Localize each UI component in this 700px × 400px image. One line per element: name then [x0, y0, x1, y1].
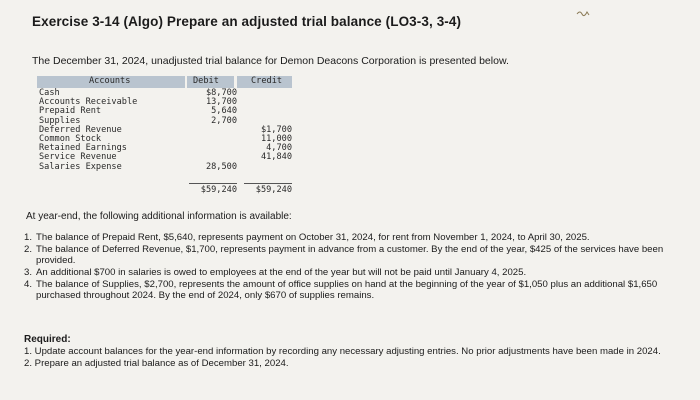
accounts-header: Accounts: [89, 76, 131, 86]
debit-header-cell: [187, 76, 234, 88]
account-name: Cash: [39, 88, 60, 98]
credit-value: 4,700: [266, 143, 292, 154]
list-item: [24, 267, 688, 278]
credit-value: [247, 107, 292, 116]
item-text: The balance of Deferred Revenue, $1,700, represents payment in advance from a customer. By the end of the year, $425 of the services have been provided.: [36, 244, 664, 266]
account-column: [39, 89, 185, 172]
list-item: [24, 232, 688, 243]
account-name: Deferred Revenue: [39, 124, 122, 135]
list-item: [24, 244, 688, 266]
credit-column: [247, 89, 292, 172]
debit-value: 13,700: [205, 97, 237, 108]
credit-header-cell: [237, 76, 292, 88]
debit-header: Debit: [193, 76, 219, 86]
credit-value: [247, 98, 292, 107]
credit-header: Credit: [251, 76, 283, 86]
debit-total-rule: [189, 183, 237, 184]
credit-value: $1,700: [260, 124, 292, 135]
required-item: 2. Prepare an adjusted trial balance as of December 31, 2024.: [24, 358, 289, 369]
credit-value: 41,840: [260, 152, 292, 163]
pen-mark-icon: [576, 8, 590, 18]
required-item: 1. Update account balances for the year-end information by recording any necessary adjusting entries. No prior adjustments have been made in 2024.: [24, 346, 661, 357]
account-name: Service Revenue: [39, 152, 117, 163]
debit-value: [187, 135, 237, 144]
account-name: Prepaid Rent: [39, 106, 102, 117]
required-heading: Required:: [24, 334, 71, 345]
trial-balance-table: [37, 76, 292, 201]
item-number: 2.: [24, 244, 33, 255]
credit-total-rule: [244, 183, 292, 184]
account-name: Supplies: [39, 115, 81, 126]
accounts-header-cell: [37, 76, 185, 88]
credit-total: $59,240: [255, 185, 292, 195]
credit-value: 11,000: [260, 133, 292, 144]
item-number: 3.: [24, 267, 33, 278]
item-text: The balance of Prepaid Rent, $5,640, represents payment on October 31, 2024, for rent from November 1, 2024, to April 30, 2025.: [36, 232, 590, 243]
item-text: The balance of Supplies, $2,700, represents the amount of office supplies on hand at the beginning of the year of $1,050 plus an additional $1,650 purchased throughout 2024. By the end of 2024, only $670 of supplies remains.: [36, 279, 658, 301]
credit-value: [247, 89, 292, 98]
page-title: Exercise 3-14 (Algo) Prepare an adjusted trial balance (LO3-3, 3-4): [32, 14, 462, 29]
account-name: Accounts Receivable: [39, 97, 138, 108]
additional-info-heading: At year-end, the following additional information is available:: [26, 211, 292, 222]
debit-value: [187, 144, 237, 153]
additional-info-list: [24, 232, 688, 302]
item-text: An additional $700 in salaries is owed to employees at the end of the year but will not be paid until January 4, 2025.: [36, 267, 527, 278]
account-name: Retained Earnings: [39, 143, 127, 154]
account-name: Salaries Expense: [39, 161, 122, 172]
required-list: [24, 346, 688, 370]
account-name: Common Stock: [39, 133, 102, 144]
debit-value: $8,700: [205, 88, 237, 98]
debit-value: [187, 126, 237, 135]
debit-value: 5,640: [211, 106, 237, 117]
debit-value: 2,700: [211, 115, 237, 126]
item-number: 4.: [24, 279, 33, 290]
credit-value: [247, 163, 292, 172]
item-number: 1.: [24, 232, 33, 243]
debit-total: $59,240: [200, 185, 237, 195]
debit-value: 28,500: [205, 161, 237, 172]
list-item: [24, 279, 688, 301]
intro-text: The December 31, 2024, unadjusted trial balance for Demon Deacons Corporation is presented below.: [32, 55, 509, 67]
debit-column: [187, 89, 237, 172]
